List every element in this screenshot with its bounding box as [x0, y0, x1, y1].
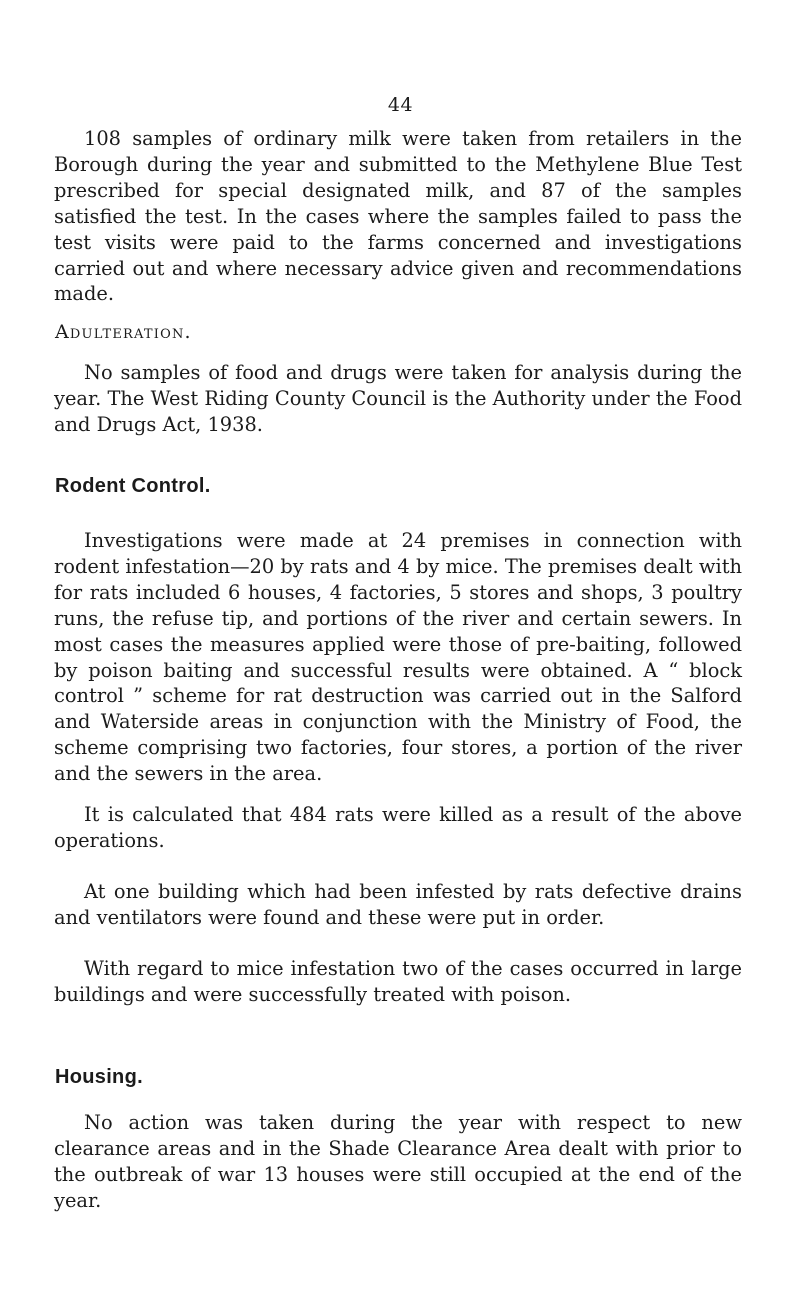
rodent-investigations-paragraph: Investigations were made at 24 premises in connection with rodent infestation—20 by rats and 4 by mice. The premises dealt with for rats included 6 houses, 4 factories, 5 stores and shops, 3 poultry runs, the refuse tip, and portions of the river and certain sewers. In most cases the measures applied were those of pre-baiting, followed by poison baiting and successful results were obtained. A “ block control ” scheme for rat destruction was carried out in the Salford and Waterside areas in conjunction with the Ministry of Food, the scheme comprising two factories, four stores, a portion of the river and the sewers in the area.	[54, 529, 742, 786]
adulteration-paragraph: No samples of food and drugs were taken for analysis during the year. The West Riding County Council is the Authority under the Food and Drugs Act, 1938.	[54, 361, 742, 436]
housing-heading: Housing.	[55, 1066, 143, 1088]
rats-killed-paragraph: It is calculated that 484 rats were killed as a result of the above operations.	[54, 803, 742, 852]
milk-samples-paragraph: 108 samples of ordinary milk were taken from retailers in the Borough during the year and submitted to the Methylene Blue Test prescribed for special designated milk, and 87 of the samples satisfied the test. In the cases where the samples failed to pass the test visits were paid to the farms concerned and investigations carried out and where necessary advice given and recommendations made.	[54, 127, 742, 306]
housing-paragraph: No action was taken during the year with respect to new clearance areas and in the Shade Clearance Area dealt with prior to the outbreak of war 13 houses were still occupied at the end of the year.	[54, 1111, 742, 1212]
defective-drains-paragraph: At one building which had been infested by rats defective drains and ventilators were found and these were put in order.	[54, 880, 742, 929]
rodent-control-heading: Rodent Control.	[55, 475, 211, 497]
adulteration-heading: Adulteration.	[55, 321, 192, 343]
page-number: 44	[387, 94, 414, 116]
mice-infestation-paragraph: With regard to mice infestation two of the cases occurred in large buildings and were successfully treated with poison.	[54, 957, 742, 1006]
